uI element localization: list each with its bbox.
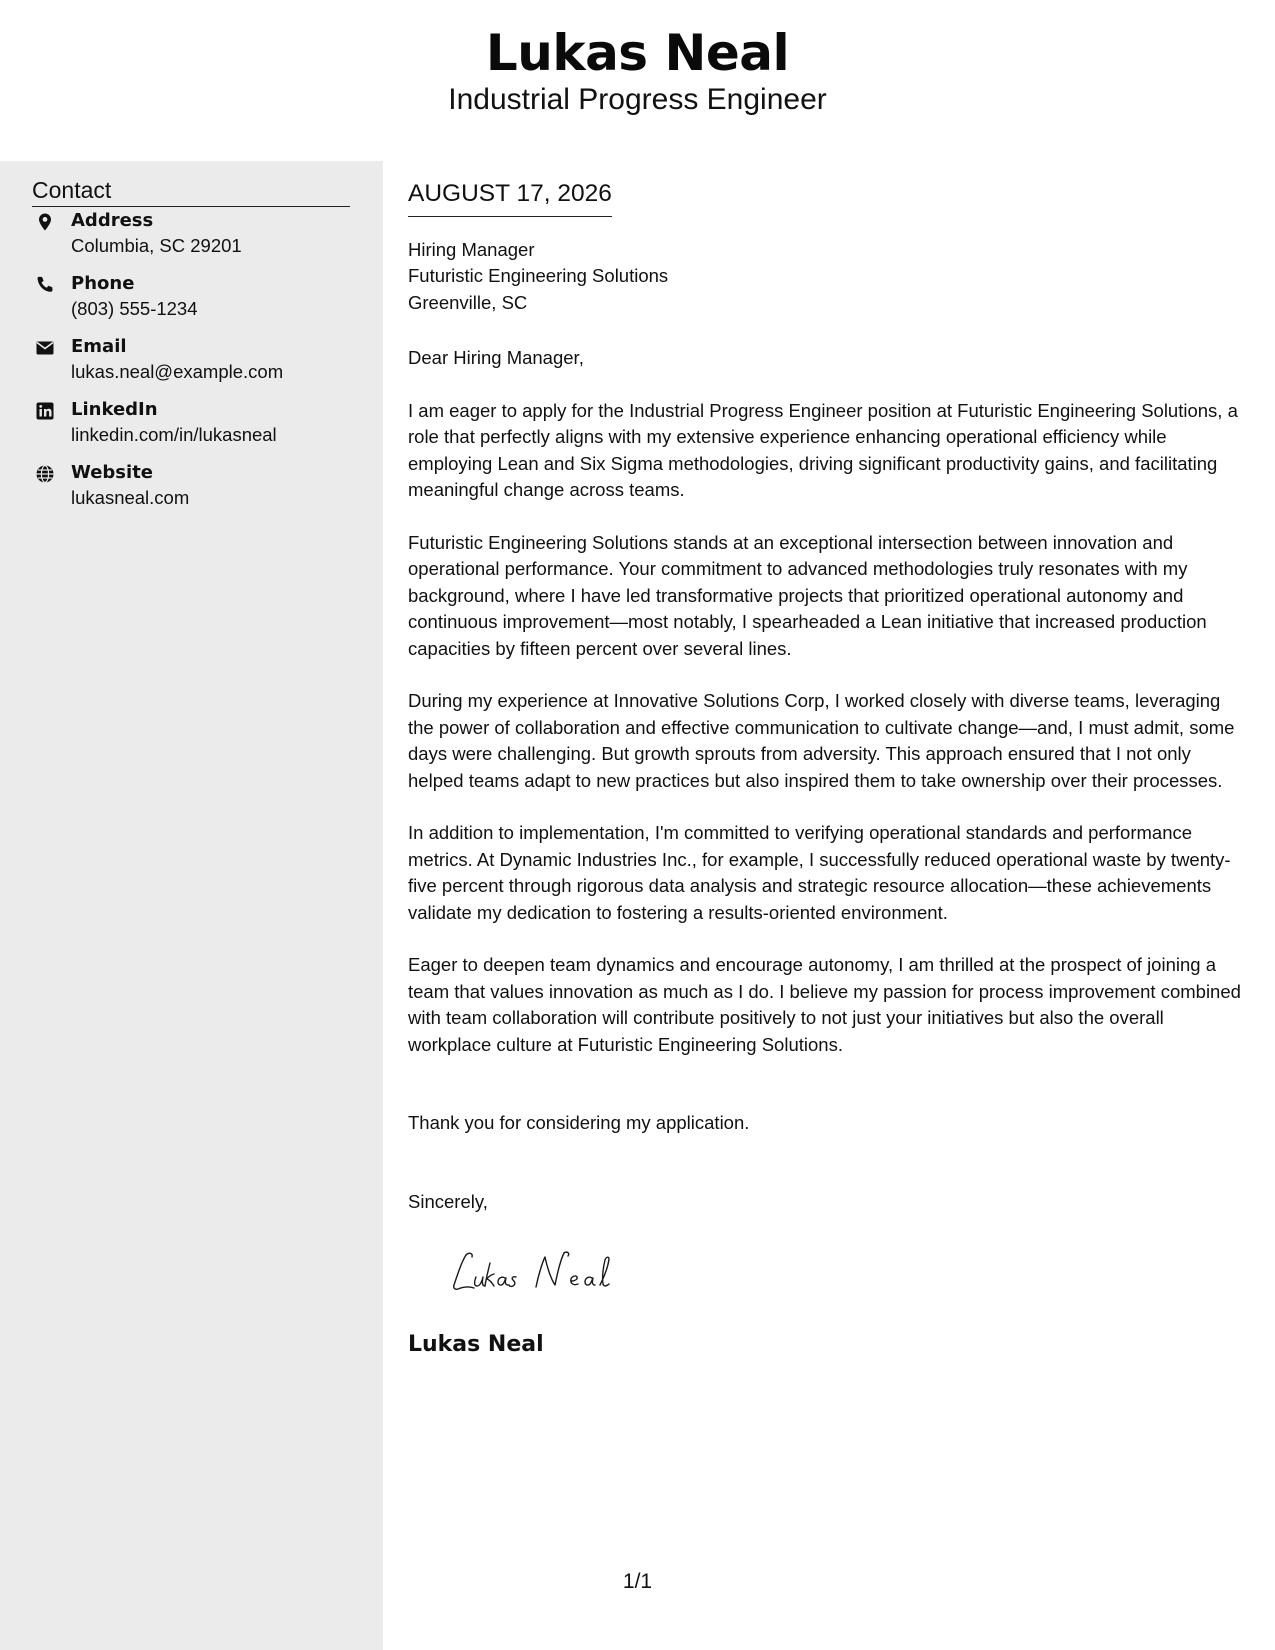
contact-item-linkedin (32, 398, 362, 454)
contact-item-email (32, 335, 362, 391)
recipient-line: Futuristic Engineering Solutions (408, 265, 669, 287)
contact-value-linkedin: linkedin.com/in/lukasneal (71, 424, 277, 445)
recipient-block (408, 237, 668, 316)
letter-paragraph: In addition to implementation, I'm committed to verifying operational standards and performance metrics. At Dynamic Industries Inc., for example, I successfully reduced operational waste by twenty-five percent through rigorous data analysis and strategic resource allocation—these achievements validate my dedication to fostering a results-oriented environment. (408, 822, 1231, 923)
letter-paragraph: Futuristic Engineering Solutions stands at an exceptional intersection between innovation and operational performance. Your commitment to advanced methodologies truly resonates with my background, where I have led transformative projects that prioritized operational autonomy and continuous improvement—most notably, I spearheaded a Lean initiative that increased production capacities by fifteen percent over several lines. (408, 532, 1207, 659)
contact-label-linkedin: LinkedIn (71, 399, 158, 420)
contact-heading: Contact (32, 175, 350, 207)
contact-item-website (32, 461, 362, 517)
recipient-line: Hiring Manager (408, 239, 535, 260)
contact-item-phone (32, 272, 362, 328)
letter-paragraph: I am eager to apply for the Industrial Progress Engineer position at Futuristic Engineering Solutions, a role that perfectly aligns with my extensive experience enhancing operational efficiency while employing Lean and Six Sigma methodologies, driving significant productivity gains, and facilitating meaningful change across teams. (408, 400, 1238, 501)
letter-header (0, 0, 1275, 161)
letter-paragraphs (408, 398, 1250, 1084)
contact-label-website: Website (71, 462, 154, 483)
closing-line: Sincerely, (408, 1191, 488, 1212)
contact-value-phone: (803) 555-1234 (71, 298, 198, 319)
map-pin-icon (35, 212, 55, 232)
applicant-job-title: Industrial Progress Engineer (448, 83, 827, 116)
contact-value-website: lukasneal.com (71, 487, 190, 508)
contact-label-phone: Phone (71, 273, 135, 294)
signer-name: Lukas Neal (408, 1332, 544, 1357)
contact-value-email: lukas.neal@example.com (71, 361, 284, 382)
contact-label-email: Email (71, 336, 127, 357)
contact-value-address: Columbia, SC 29201 (71, 235, 242, 256)
linkedin-icon (35, 401, 55, 421)
recipient-line: Greenville, SC (408, 291, 528, 313)
contact-item-address (32, 209, 362, 265)
letter-paragraph: Eager to deepen team dynamics and encourage autonomy, I am thrilled at the prospect of joining a team that values innovation as much as I do. I believe my passion for process improvement combined with team collaboration will contribute positively to not just your initiatives but also the overall workplace culture at Futuristic Engineering Solutions. (408, 954, 1241, 1055)
contact-sidebar (0, 161, 383, 1650)
letter-paragraph: During my experience at Innovative Solutions Corp, I worked closely with diverse teams, leveraging the power of collaboration and effective communication to cultivate change—and, I must admit, some days were challenging. But growth sprouts from adversity. This approach ensured that I not only helped teams adapt to new practices but also inspired them to take ownership over their processes. (408, 690, 1235, 791)
handwritten-signature (444, 1241, 644, 1301)
salutation: Dear Hiring Manager, (408, 347, 584, 368)
globe-icon (35, 464, 55, 484)
thank-you-line: Thank you for considering my application. (408, 1112, 750, 1133)
envelope-icon (35, 338, 55, 358)
letter-date: AUGUST 17, 2026 (408, 179, 612, 217)
page-number: 1/1 (622, 1570, 653, 1593)
applicant-name: Lukas Neal (485, 24, 790, 82)
phone-icon (35, 275, 55, 295)
contact-label-address: Address (71, 210, 154, 231)
